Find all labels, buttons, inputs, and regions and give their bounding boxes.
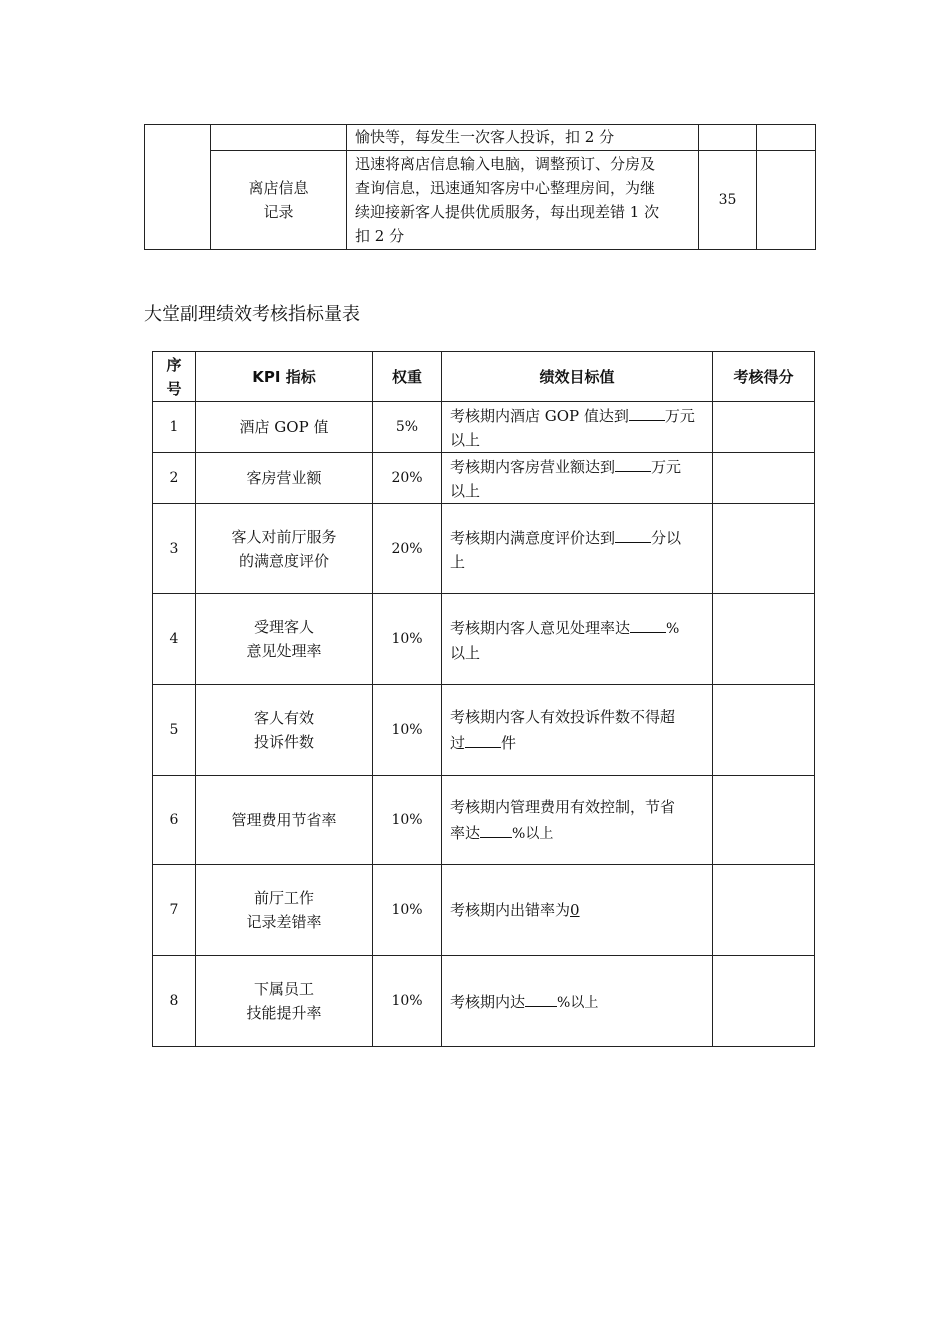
target [442, 685, 713, 776]
target-line [450, 729, 704, 755]
weight: 20% [373, 453, 442, 504]
blank-line [615, 524, 651, 543]
table-row [145, 125, 816, 151]
weight: 5% [373, 402, 442, 453]
table-row [153, 685, 815, 776]
kpi-line: 技能提升率 [246, 1004, 322, 1022]
item-line: 离店信息 [248, 179, 309, 197]
target-line: 考核期内管理费用有效控制，节省 [450, 797, 676, 816]
description-cell [347, 151, 699, 250]
description-line: 迅速将离店信息输入电脑，调整预订、分房及 [355, 155, 656, 173]
description-cell: 愉快等，每发生一次客人投诉，扣 2 分 [347, 125, 699, 151]
score-cell [713, 504, 815, 594]
target [442, 504, 713, 594]
target [442, 402, 713, 453]
target-value: 0 [570, 901, 580, 919]
score-cell: 35 [699, 151, 757, 250]
blank-line [615, 453, 651, 472]
kpi-line: 记录差错率 [246, 913, 322, 931]
target-line [450, 819, 704, 846]
kpi-line: 意见处理率 [246, 642, 322, 660]
table-row [145, 151, 816, 250]
header-no-line: 号 [166, 379, 182, 398]
target-text: 考核期内客人意见处理率达 [450, 618, 631, 637]
kpi-line: 酒店 GOP 值 [239, 418, 329, 436]
score-cell [713, 865, 815, 956]
row-no: 6 [153, 776, 196, 865]
score-cell [713, 402, 815, 453]
kpi-name [196, 402, 373, 453]
score-cell [713, 776, 815, 865]
target-text: % [666, 620, 680, 637]
weight: 10% [373, 865, 442, 956]
target-text: 考核期内满意度评价达到 [450, 528, 616, 547]
blank-line [525, 988, 557, 1007]
empty-cell [211, 125, 347, 151]
target-text: 考核期内酒店 GOP 值达到 [450, 407, 629, 425]
score-cell [713, 594, 815, 685]
table-row [153, 504, 815, 594]
score-cell [713, 453, 815, 504]
header-target: 绩效目标值 [442, 352, 713, 402]
target-text: 万元 [664, 407, 695, 425]
blank-line [465, 729, 501, 748]
target-line: 考核期内客人有效投诉件数不得超 [450, 708, 676, 726]
kpi-line: 前厅工作 [253, 889, 314, 907]
target-line: 上 [450, 552, 466, 571]
kpi-line: 受理客人 [253, 618, 314, 636]
header-weight: 权重 [373, 352, 442, 402]
target [442, 776, 713, 865]
header-kpi: KPI 指标 [196, 352, 373, 402]
kpi-name [196, 776, 373, 865]
table-row [153, 453, 815, 504]
kpi-line: 客人有效 [253, 709, 314, 727]
weight: 10% [373, 685, 442, 776]
score-cell [713, 685, 815, 776]
header-no [153, 352, 196, 402]
target-text: 考核期内达 [450, 992, 526, 1011]
score-cell [713, 956, 815, 1047]
target-text: 分以 [651, 528, 682, 547]
kpi-name [196, 865, 373, 956]
target [442, 865, 713, 956]
target-text: 过 [450, 734, 466, 752]
weight: 20% [373, 504, 442, 594]
kpi-name [196, 594, 373, 685]
target-text: 件 [501, 734, 517, 752]
continued-table [144, 124, 816, 250]
kpi-line: 管理费用节省率 [231, 811, 337, 829]
kpi-line: 投诉件数 [253, 733, 314, 751]
target [442, 594, 713, 685]
row-no: 2 [153, 453, 196, 504]
weight: 10% [373, 956, 442, 1047]
row-no: 4 [153, 594, 196, 685]
table-row [153, 776, 815, 865]
empty-cell [145, 125, 211, 250]
row-no: 7 [153, 865, 196, 956]
section-title: 大堂副理绩效考核指标量表 [144, 304, 360, 325]
weight: 10% [373, 776, 442, 865]
header-score: 考核得分 [713, 352, 815, 402]
blank-line [630, 614, 666, 633]
item-cell [211, 151, 347, 250]
row-no: 5 [153, 685, 196, 776]
target [442, 453, 713, 504]
kpi-name [196, 685, 373, 776]
description-line: 扣 2 分 [355, 227, 405, 245]
empty-cell [757, 125, 816, 151]
target-line: 以上 [450, 431, 481, 449]
weight: 10% [373, 594, 442, 685]
kpi-line: 的满意度评价 [238, 551, 329, 570]
table-row [153, 402, 815, 453]
empty-cell [699, 125, 757, 151]
table-row [153, 956, 815, 1047]
item-line: 记录 [263, 203, 294, 221]
kpi-line: 下属员工 [253, 980, 314, 998]
blank-line [629, 402, 665, 421]
target-line: 以上 [450, 482, 481, 500]
target-text: %以上 [557, 994, 599, 1011]
kpi-line: 客房营业额 [246, 469, 322, 487]
target-text: 考核期内客房营业额达到 [450, 458, 616, 476]
target-line [450, 614, 704, 641]
header-no-line: 序 [166, 355, 182, 374]
table-row [153, 865, 815, 956]
target-line: 以上 [450, 643, 481, 662]
target-line [450, 524, 704, 550]
target [442, 956, 713, 1047]
row-no: 1 [153, 402, 196, 453]
kpi-table [152, 351, 815, 1047]
target-text: %以上 [512, 825, 554, 842]
description-line: 续迎接新客人提供优质服务，每出现差错 1 次 [355, 203, 660, 221]
target-line [450, 402, 704, 428]
target-text: 万元 [651, 458, 682, 476]
header-row [153, 352, 815, 402]
row-no: 3 [153, 504, 196, 594]
empty-cell [757, 151, 816, 250]
row-no: 8 [153, 956, 196, 1047]
kpi-name [196, 504, 373, 594]
target-text: 考核期内出错率为 [450, 901, 571, 919]
description-line: 查询信息，迅速通知客房中心整理房间，为继 [355, 179, 656, 197]
blank-line [480, 819, 512, 838]
target-line [450, 453, 704, 479]
table-row [153, 594, 815, 685]
kpi-line: 客人对前厅服务 [231, 527, 337, 546]
target-text: 率达 [450, 823, 481, 842]
kpi-name [196, 453, 373, 504]
kpi-name [196, 956, 373, 1047]
